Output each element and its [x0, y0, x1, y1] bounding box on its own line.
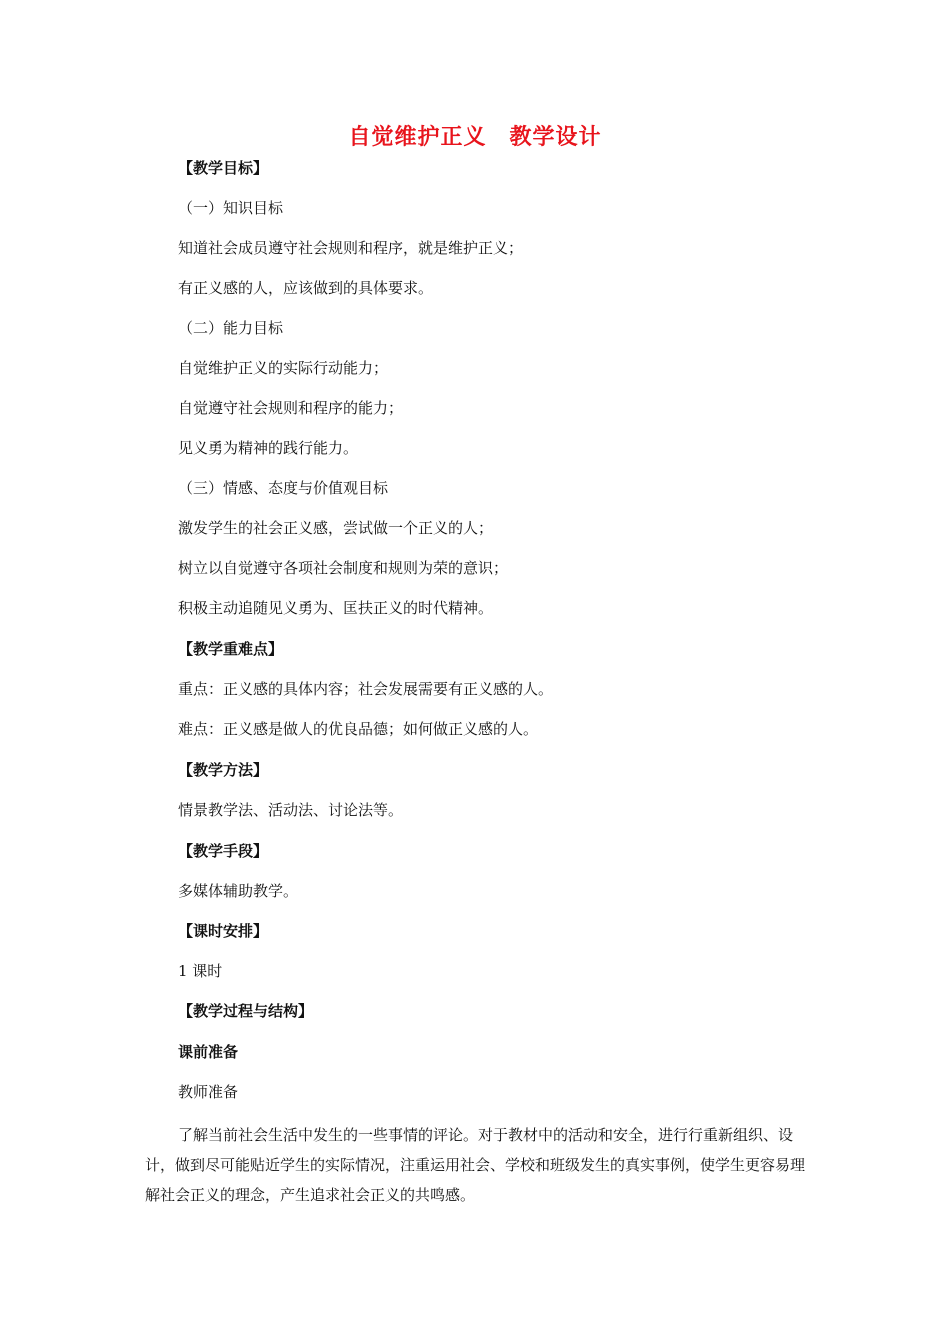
subheading-teacher-preparation: 教师准备	[178, 1083, 239, 1101]
text-line: 情景教学法、活动法、讨论法等。	[178, 801, 404, 819]
subheading-preparation: 课前准备	[178, 1043, 239, 1061]
text-line: 知道社会成员遵守社会规则和程序，就是维护正义；	[178, 239, 524, 257]
text-line: 积极主动追随见义勇为、匡扶正义的时代精神。	[178, 599, 494, 617]
subheading-knowledge: （一）知识目标	[178, 199, 284, 217]
section-heading-key-points: 【教学重难点】	[178, 640, 284, 658]
text-line: 树立以自觉遵守各项社会制度和规则为荣的意识；	[178, 559, 509, 577]
text-line: 有正义感的人，应该做到的具体要求。	[178, 279, 434, 297]
subheading-values: （三）情感、态度与价值观目标	[178, 479, 389, 497]
section-heading-objectives: 【教学目标】	[178, 159, 269, 177]
text-line: 难点：正义感是做人的优良品德；如何做正义感的人。	[178, 720, 539, 738]
subheading-ability: （二）能力目标	[178, 319, 284, 337]
section-heading-methods: 【教学方法】	[178, 761, 269, 779]
text-line: 1 课时	[178, 962, 223, 980]
section-heading-schedule: 【课时安排】	[178, 922, 269, 940]
section-heading-process: 【教学过程与结构】	[178, 1002, 314, 1020]
text-line: 重点：正义感的具体内容；社会发展需要有正义感的人。	[178, 680, 554, 698]
text-line: 见义勇为精神的践行能力。	[178, 439, 359, 457]
text-line: 自觉遵守社会规则和程序的能力；	[178, 399, 404, 417]
body-paragraph: 了解当前社会生活中发生的一些事情的评论。对于教材中的活动和安全，进行行重新组织、设计，做到尽可能贴近学生的实际情况，注重运用社会、学校和班级发生的真实事例，使学生更容易理解社会正义的理念，产生追求社会正义的共鸣感。	[145, 1126, 806, 1204]
section-heading-means: 【教学手段】	[178, 842, 269, 860]
text-line: 多媒体辅助教学。	[178, 882, 299, 900]
document-title: 自觉维护正义 教学设计	[348, 124, 602, 150]
text-line: 激发学生的社会正义感，尝试做一个正义的人；	[178, 519, 494, 537]
text-line: 自觉维护正义的实际行动能力；	[178, 359, 389, 377]
